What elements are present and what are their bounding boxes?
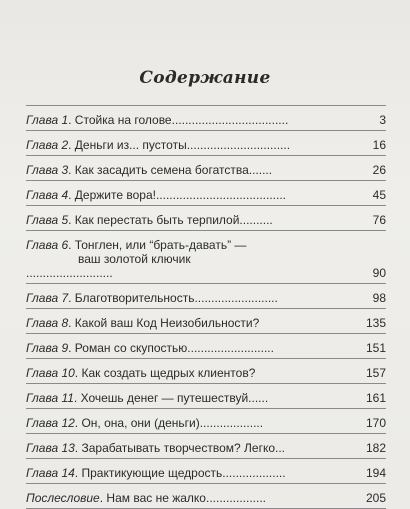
toc-entry-label: Глава 13 — [26, 441, 75, 455]
toc-entry-leader: ................... — [222, 466, 286, 480]
toc-entry-text — [26, 213, 369, 227]
toc-entry-label: Глава 2 — [26, 138, 69, 152]
toc-entry-separator: . — [99, 491, 107, 505]
toc-entry-separator: . — [68, 138, 75, 152]
toc-entry-separator: . — [74, 366, 82, 380]
toc-entry-separator: . — [68, 341, 75, 355]
toc-entry-page-number: 3 — [379, 113, 386, 127]
toc-entry-page-number: 170 — [365, 416, 386, 430]
toc-entry — [26, 283, 386, 308]
toc-entry — [26, 130, 386, 155]
toc-entry-label: Глава 9 — [26, 341, 69, 355]
toc-entry-page-number: 76 — [372, 213, 386, 227]
toc-entry-label: Глава 14 — [26, 466, 75, 480]
toc-entry-title: Как создать щедрых клиентов? — [81, 366, 256, 380]
toc-entry-leader: .................. — [205, 491, 266, 505]
toc-entry-separator: . — [74, 416, 82, 430]
toc-entry-label: Послесловие — [26, 491, 100, 505]
toc-entry-separator: . — [68, 291, 75, 305]
toc-entry-title: Нам вас не жалко — [106, 491, 206, 505]
toc-entry-page-number: 45 — [372, 188, 386, 202]
toc-entry — [26, 308, 386, 333]
toc-entry — [26, 383, 386, 408]
toc-entry — [26, 333, 386, 358]
toc-entry — [26, 180, 386, 205]
toc-entry-label: Глава 11 — [26, 391, 74, 405]
toc-entry-leader: ....... — [248, 163, 273, 177]
toc-entry-separator: . — [68, 316, 75, 330]
toc-entry-title: Практикующие щедрость — [81, 466, 223, 480]
toc-entry-leader: .......................... — [26, 266, 113, 280]
toc-entry-text — [26, 138, 369, 152]
toc-entry-page-number: 90 — [372, 266, 386, 280]
toc-entry-title: Какой ваш Код Неизобильности? — [74, 316, 260, 330]
toc-entry — [26, 433, 386, 458]
toc-entry-separator: . — [68, 188, 75, 202]
toc-entry — [26, 105, 386, 130]
toc-entry-title: Он, она, они (деньги) — [81, 416, 200, 430]
toc-title: Содержание — [139, 68, 271, 88]
toc-entry — [26, 483, 386, 509]
toc-entry-label: Глава 8 — [26, 316, 69, 330]
toc-entry-label: Глава 5 — [26, 213, 69, 227]
toc-entry-page-number: 26 — [372, 163, 386, 177]
toc-entry-title: Хочешь денег — путешествуй — [80, 391, 249, 405]
toc-entry-text — [26, 391, 362, 405]
toc-entry-leader: ................................... — [171, 113, 289, 127]
toc-entry-title: Как перестать быть терпилой — [74, 213, 240, 227]
toc-entry-text — [26, 163, 369, 177]
toc-entry-text — [26, 238, 369, 280]
toc-entry-label: Глава 7 — [26, 291, 69, 305]
toc-entry-separator: . — [68, 238, 75, 252]
toc-entry-title: Как засадить семена богатства — [74, 163, 249, 177]
toc-entry-text — [26, 341, 362, 355]
toc-entry-label: Глава 4 — [26, 188, 69, 202]
toc-entry-title-continued: ваш золотой ключик — [78, 252, 191, 266]
toc-entry — [26, 358, 386, 383]
toc-entry-title: Держите вора! — [74, 188, 156, 202]
toc-entry-label: Глава 3 — [26, 163, 69, 177]
toc-entry — [26, 458, 386, 483]
toc-entry-separator: . — [68, 113, 75, 127]
toc-entry-separator: . — [68, 163, 75, 177]
toc-entry-text — [26, 366, 362, 380]
toc-entry-leader: .......... — [239, 213, 273, 227]
toc-entry-leader: ......................... — [194, 291, 278, 305]
toc-entry-label: Глава 10 — [26, 366, 75, 380]
toc-entry-page-number: 135 — [365, 316, 386, 330]
toc-entry-page-number: 157 — [365, 366, 386, 380]
toc-entry-page-number: 194 — [365, 466, 386, 480]
toc-entry-label: Глава 6 — [26, 238, 69, 252]
toc-entry — [26, 155, 386, 180]
toc-entry-text — [26, 466, 362, 480]
toc-entry-text — [26, 291, 369, 305]
toc-entry-separator: . — [73, 391, 81, 405]
toc-entry-leader: ....................................... — [155, 188, 286, 202]
toc-entry-label: Глава 12 — [26, 416, 75, 430]
toc-entry — [26, 230, 386, 283]
toc-entry-text — [26, 491, 362, 505]
toc-entry-page-number: 182 — [365, 441, 386, 455]
toc-entry-text — [26, 416, 362, 430]
toc-entry — [26, 205, 386, 230]
toc-entry-leader: ... — [275, 441, 286, 455]
toc-entry-leader: ................... — [199, 416, 264, 430]
toc-entry-text — [26, 188, 369, 202]
toc-entry-separator: . — [74, 441, 82, 455]
toc-entry-page-number: 98 — [372, 291, 386, 305]
toc-entry-page-number: 151 — [365, 341, 386, 355]
toc-entry-separator: . — [74, 466, 82, 480]
toc-entry-text — [26, 113, 375, 127]
toc-entry-page-number: 205 — [365, 491, 386, 505]
toc-entry-text — [26, 316, 362, 330]
toc-entry-leader: .......................... — [187, 341, 274, 355]
toc-entry-title: Благотворительность — [74, 291, 195, 305]
toc-entry-title: Тонглен, или “брать-давать” — — [74, 238, 247, 252]
toc-entry-page-number: 161 — [365, 391, 386, 405]
toc-entry-page-number: 16 — [372, 138, 386, 152]
toc-entry-title: Роман со скупостью — [74, 341, 188, 355]
toc-entry-label: Глава 1 — [26, 113, 69, 127]
toc-entry-title: Деньги из... пустоты — [74, 138, 187, 152]
toc-entry-leader: ............................... — [186, 138, 291, 152]
toc-entry-leader: ...... — [248, 391, 269, 405]
table-of-contents — [26, 105, 386, 509]
toc-entry — [26, 408, 386, 433]
toc-entry-separator: . — [68, 213, 75, 227]
toc-entry-title: Зарабатывать творчеством? Легко — [81, 441, 275, 455]
toc-entry-title: Стойка на голове — [74, 113, 172, 127]
toc-entry-text — [26, 441, 362, 455]
